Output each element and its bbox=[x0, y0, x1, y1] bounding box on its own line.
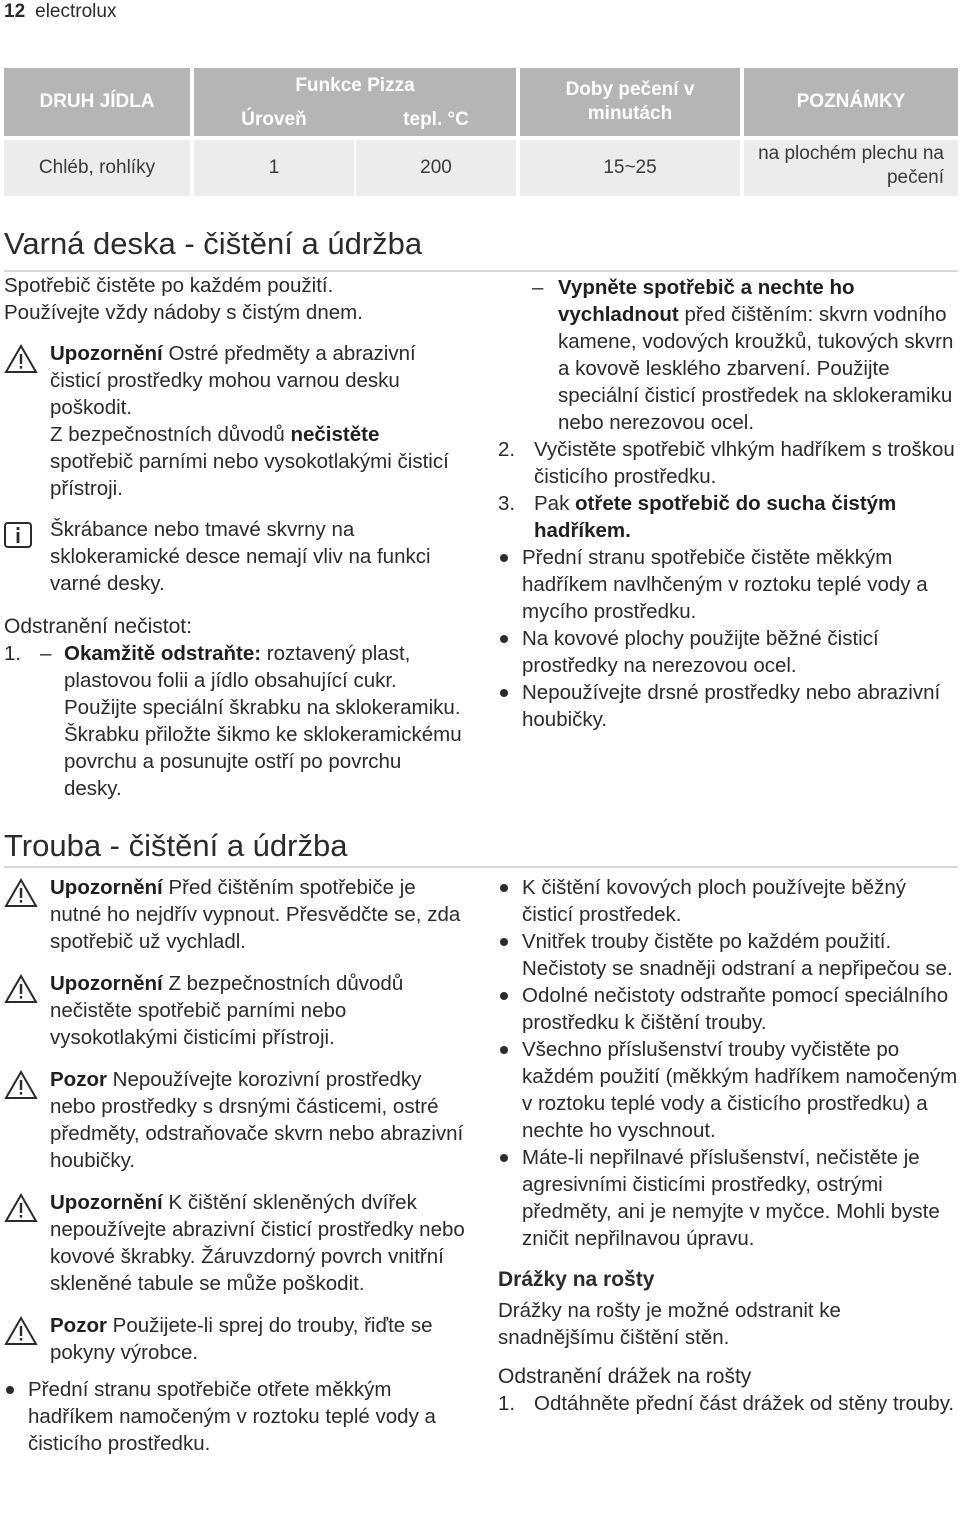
bullet-text: Nepoužívejte drsné prostředky nebo abrazivní houbičky. bbox=[522, 681, 941, 731]
list-item bbox=[498, 874, 960, 928]
cell-level: 1 bbox=[194, 140, 354, 196]
warning-icon bbox=[4, 878, 38, 908]
bullet-icon bbox=[500, 992, 508, 1000]
step-pre: Pak bbox=[534, 492, 576, 515]
bullet-icon bbox=[500, 938, 508, 946]
bullet-icon bbox=[500, 1046, 508, 1054]
hob-right-column bbox=[498, 274, 960, 733]
warning-icon bbox=[4, 1070, 38, 1100]
warning-icon bbox=[4, 344, 38, 374]
step-body: před čištěním: skvrn vodního kamene, vodových kroužků, tukových skvrn a kovově lesklého zbarvení. Použijte speciální čisticí prostředek na sklokeramiku nebo nerezovou ocel. bbox=[558, 303, 954, 434]
hob-left-column bbox=[4, 272, 474, 802]
page-number: 12 bbox=[4, 1, 26, 22]
level-label: Úroveň bbox=[241, 109, 307, 130]
warning-label: Pozor bbox=[50, 1068, 107, 1091]
warning-text bbox=[50, 970, 470, 1051]
warning-body: Ostré předměty a abrazivní čisticí prostředky mohou varnou desku poškodit. bbox=[50, 342, 416, 419]
step-number: 3. bbox=[498, 492, 516, 515]
warning2-bold: nečistěte bbox=[290, 423, 380, 446]
col-header-notes: POZNÁMKY bbox=[744, 68, 958, 136]
bullet-icon bbox=[500, 689, 508, 697]
hob-info-text: Škrábance nebo tmavé skvrny na sklokeramické desce nemají vliv na funkci varné desky. bbox=[50, 518, 431, 595]
warning-label: Pozor bbox=[50, 1314, 107, 1337]
hob-warning-text bbox=[50, 340, 460, 421]
step-text: Odtáhněte přední část drážek od stěny trouby. bbox=[534, 1392, 955, 1415]
bullet-icon bbox=[500, 554, 508, 562]
bullet-icon bbox=[6, 1386, 14, 1394]
warning-text bbox=[50, 1189, 470, 1297]
step-text bbox=[558, 274, 960, 436]
list-item bbox=[498, 1036, 960, 1144]
hob-section-title: Varná deska - čištění a údržba bbox=[4, 226, 423, 261]
warning-body: Před čištěním spotřebiče je nutné ho nejdřív vypnout. Přesvědčte se, zda spotřebič už vychladl. bbox=[50, 876, 461, 953]
warning-body: Nepoužívejte korozivní prostředky nebo prostředky s drsnými částicemi, ostré předměty, odstraňovače skvrn nebo abrazivní houbičky. bbox=[50, 1068, 464, 1172]
hob-info-note bbox=[4, 516, 460, 597]
oven-warning-3 bbox=[4, 1189, 470, 1297]
hob-step-2 bbox=[498, 436, 960, 490]
warning2-post: spotřebič parními nebo vysokotlakými čisticí přístroji. bbox=[50, 450, 449, 500]
col-header-dish: DRUH JÍDLA bbox=[4, 68, 190, 136]
warning-label: Upozornění bbox=[50, 1191, 163, 1214]
bullet-icon bbox=[500, 884, 508, 892]
warning-label: Upozornění bbox=[50, 972, 163, 995]
step-bold: Okamžitě odstraňte: bbox=[64, 642, 262, 665]
oven-left-column bbox=[4, 874, 474, 1457]
rails-removal-step-1 bbox=[498, 1390, 960, 1417]
step-dash: – bbox=[40, 642, 52, 665]
bullet-text: Máte-li nepřilnavé příslušenství, nečistěte je agresivními čisticími prostředky, ostrými předměty, ani je nemyjte v myčce. Mohli byste zničit nepřilnavou úpravu. bbox=[522, 1146, 940, 1250]
function-label: Funkce Pizza bbox=[295, 75, 415, 96]
page-header bbox=[4, 0, 116, 24]
cell-temp: 200 bbox=[356, 140, 516, 196]
hob-step-1b bbox=[498, 274, 960, 436]
list-item bbox=[498, 679, 960, 733]
bullet-text: Na kovové plochy použijte běžné čisticí prostředky na nerezovou ocel. bbox=[522, 627, 879, 677]
bullet-text: Odolné nečistoty odstraňte pomocí speciálního prostředku k čištění trouby. bbox=[522, 984, 949, 1034]
oven-caution-2 bbox=[4, 1312, 470, 1366]
warning-text bbox=[50, 874, 470, 955]
step-number: 2. bbox=[498, 438, 516, 461]
oven-warning-2 bbox=[4, 970, 470, 1051]
cell-note: na plochém plechu na pečení bbox=[744, 140, 958, 196]
warning-label: Upozornění bbox=[50, 342, 163, 365]
oven-caution-1 bbox=[4, 1066, 470, 1174]
warning-icon bbox=[4, 974, 38, 1004]
hob-warning-text-2 bbox=[50, 421, 460, 502]
oven-warning-1 bbox=[4, 874, 470, 955]
bullet-icon bbox=[500, 1154, 508, 1162]
oven-right-column bbox=[498, 874, 960, 1417]
warning2-pre: Z bezpečnostních důvodů bbox=[50, 423, 291, 446]
bullet-text: Přední stranu spotřebiče čistěte měkkým hadříkem navlhčeným v roztoku teplé vody a mycího prostředku. bbox=[522, 546, 928, 623]
hob-step-3 bbox=[498, 490, 960, 544]
step-bold: otřete spotřebič do sucha čistým hadříkem. bbox=[534, 492, 897, 542]
col-header-time: Doby pečení v minutách bbox=[520, 68, 740, 136]
step-number: 1. bbox=[4, 642, 22, 665]
step-number: 1. bbox=[498, 1392, 516, 1415]
bullet-icon bbox=[500, 635, 508, 643]
bullet-text: Přední stranu spotřebiče otřete měkkým hadříkem namočeným v roztoku teplé vody a čisticího prostředku. bbox=[28, 1378, 436, 1455]
step-body: roztavený plast, plastovou folii a jídlo obsahující cukr. Použijte speciální škrabku na sklokeramiku. Škrabku přiložte šikmo ke sklokeramickému povrchu a posunujte ostří po povrchu desky. bbox=[64, 642, 462, 800]
list-item bbox=[498, 544, 960, 625]
info-icon bbox=[4, 522, 32, 548]
rails-removal-heading: Odstranění drážek na rošty bbox=[498, 1365, 752, 1388]
hob-intro: Spotřebič čistěte po každém použití. Používejte vždy nádoby s čistým dnem. bbox=[4, 274, 363, 324]
temp-label: tepl. °C bbox=[403, 109, 469, 130]
step-text bbox=[534, 490, 960, 544]
bullet-text: K čištění kovových ploch používejte běžný čisticí prostředek. bbox=[522, 876, 907, 926]
warning-body: Z bezpečnostních důvodů nečistěte spotřebič parními nebo vysokotlakými čisticími přístroji. bbox=[50, 972, 404, 1049]
bullet-text: Všechno příslušenství trouby vyčistěte po každém použití (měkkým hadříkem namočeným v roztoku teplé vody a čisticího prostředku) a nechte ho vyschnout. bbox=[522, 1038, 958, 1142]
cell-dish: Chléb, rohlíky bbox=[4, 140, 190, 196]
list-item bbox=[498, 1144, 960, 1252]
hob-step-1 bbox=[4, 640, 464, 802]
bullet-text: Vnitřek trouby čistěte po každém použití. Nečistoty se snadněji odstraní a nepřipečou se. bbox=[522, 930, 953, 980]
list-item bbox=[498, 982, 960, 1036]
warning-icon bbox=[4, 1316, 38, 1346]
step-text bbox=[64, 640, 464, 802]
hob-warning-note bbox=[4, 340, 460, 502]
warning-text bbox=[50, 1312, 470, 1366]
list-item bbox=[4, 1376, 468, 1457]
warning-body: K čištění skleněných dvířek nepoužívejte abrazivní čisticí prostředky nebo kovové škrabky. Žáruvzdorný povrch vnitřní skleněné tabule se může poškodit. bbox=[50, 1191, 465, 1295]
oven-divider bbox=[4, 866, 958, 868]
list-item bbox=[498, 928, 960, 982]
step-bold: Vypněte spotřebič a nechte ho vychladnout bbox=[558, 276, 855, 326]
warning-body: Použijete-li sprej do trouby, řiďte se pokyny výrobce. bbox=[50, 1314, 433, 1364]
list-item bbox=[498, 625, 960, 679]
step-text: Vyčistěte spotřebič vlhkým hadříkem s troškou čisticího prostředku. bbox=[534, 438, 955, 488]
hob-removal-heading: Odstranění nečistot: bbox=[4, 615, 192, 638]
warning-label: Upozornění bbox=[50, 876, 163, 899]
rails-heading: Drážky na rošty bbox=[498, 1268, 655, 1291]
warning-icon bbox=[4, 1193, 38, 1223]
step-dash: – bbox=[532, 276, 544, 299]
rails-text: Drážky na rošty je možné odstranit ke snadnějšímu čištění stěn. bbox=[498, 1299, 841, 1349]
warning-text bbox=[50, 1066, 470, 1174]
cell-time: 15~25 bbox=[520, 140, 740, 196]
oven-section-title: Trouba - čištění a údržba bbox=[4, 828, 348, 863]
brand-name: electrolux bbox=[35, 1, 117, 22]
